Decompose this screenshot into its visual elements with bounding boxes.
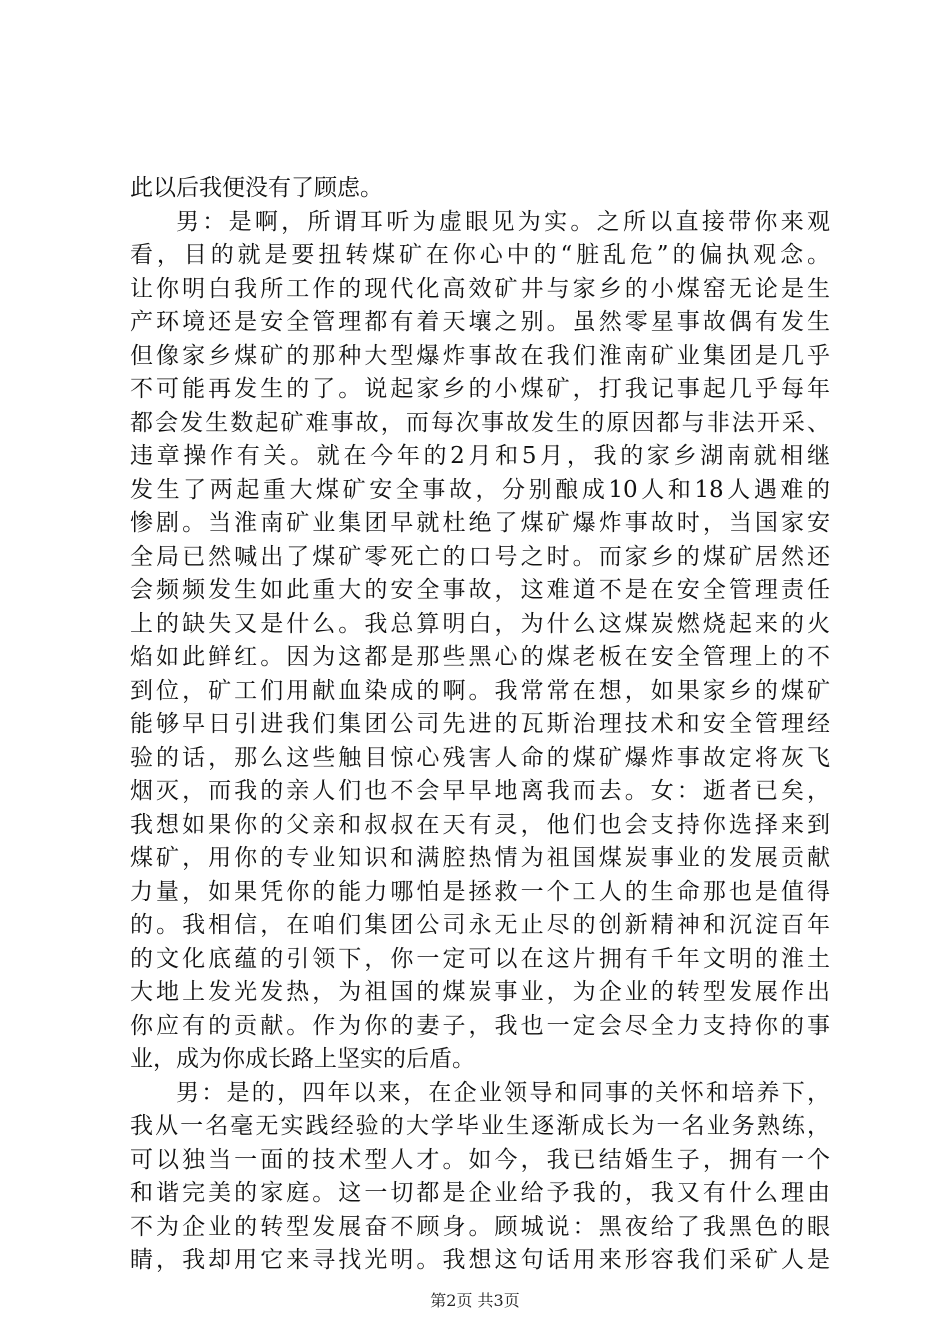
text-line: 产环境还是安全管理都有着天壤之别。虽然零星事故偶有发生 [130, 309, 830, 335]
text-line: 发生了两起重大煤矿安全事故，分别酿成10人和18人遇难的 [130, 477, 830, 503]
text-line: 惨剧。当淮南矿业集团早就杜绝了煤矿爆炸事故时，当国家安 [130, 510, 830, 536]
text-line: 睛，我却用它来寻找光明。我想这句话用来形容我们采矿人是 [130, 1247, 830, 1273]
text-line: 力量，如果凭你的能力哪怕是拯救一个工人的生命那也是值得 [130, 879, 830, 905]
text-line: 烟灭，而我的亲人们也不会早早地离我而去。女：逝者已矣， [130, 778, 830, 804]
text-line: 违章操作有关。就在今年的2月和5月，我的家乡湖南就相继 [130, 443, 830, 469]
text-line: 让你明白我所工作的现代化高效矿井与家乡的小煤窑无论是生 [130, 276, 830, 302]
text-line: 会频频发生如此重大的安全事故，这难道不是在安全管理责任 [130, 577, 830, 603]
text-line: 可以独当一面的技术型人才。如今，我已结婚生子，拥有一个 [130, 1147, 830, 1173]
text-line: 不为企业的转型发展奋不顾身。顾城说：黑夜给了我黑色的眼 [130, 1214, 830, 1240]
text-line: 大地上发光发热，为祖国的煤炭事业，为企业的转型发展作出 [130, 979, 830, 1005]
text-line: 煤矿，用你的专业知识和满腔热情为祖国煤炭事业的发展贡献 [130, 845, 830, 871]
text-line: 和谐完美的家庭。这一切都是企业给予我的，我又有什么理由 [130, 1180, 830, 1206]
text-line: 焰如此鲜红。因为这都是那些黑心的煤老板在安全管理上的不 [130, 644, 830, 670]
text-line: 我从一名毫无实践经验的大学毕业生逐渐成长为一名业务熟练， [130, 1113, 830, 1139]
text-line: 验的话，那么这些触目惊心残害人命的煤矿爆炸事故定将灰飞 [130, 745, 830, 771]
text-line: 但像家乡煤矿的那种大型爆炸事故在我们淮南矿业集团是几乎 [130, 343, 830, 369]
page-footer: 第2页 共3页 [430, 1291, 520, 1310]
text-line: 此以后我便没有了顾虑。 [130, 175, 383, 201]
text-line: 都会发生数起矿难事故，而每次事故发生的原因都与非法开采、 [130, 410, 830, 436]
text-line: 业，成为你成长路上坚实的后盾。 [130, 1046, 475, 1072]
text-line: 上的缺失又是什么。我总算明白，为什么这煤炭燃烧起来的火 [130, 611, 830, 637]
text-line: 能够早日引进我们集团公司先进的瓦斯治理技术和安全管理经 [130, 711, 830, 737]
text-line: 不可能再发生的了。说起家乡的小煤矿，打我记事起几乎每年 [130, 376, 830, 402]
text-line: 到位，矿工们用献血染成的啊。我常常在想，如果家乡的煤矿 [130, 678, 830, 704]
text-line: 的文化底蕴的引领下，你一定可以在这片拥有千年文明的淮土 [130, 946, 830, 972]
text-line: 的。我相信，在咱们集团公司永无止尽的创新精神和沉淀百年 [130, 912, 830, 938]
text-line: 全局已然喊出了煤矿零死亡的口号之时。而家乡的煤矿居然还 [130, 544, 830, 570]
text-line: 你应有的贡献。作为你的妻子，我也一定会尽全力支持你的事 [130, 1013, 830, 1039]
text-line: 男：是的，四年以来，在企业领导和同事的关怀和培养下， [176, 1080, 830, 1106]
text-line: 男：是啊，所谓耳听为虚眼见为实。之所以直接带你来观 [176, 209, 830, 235]
text-line: 我想如果你的父亲和叔叔在天有灵，他们也会支持你选择来到 [130, 812, 830, 838]
text-line: 看，目的就是要扭转煤矿在你心中的“脏乱危”的偏执观念。 [130, 242, 830, 268]
